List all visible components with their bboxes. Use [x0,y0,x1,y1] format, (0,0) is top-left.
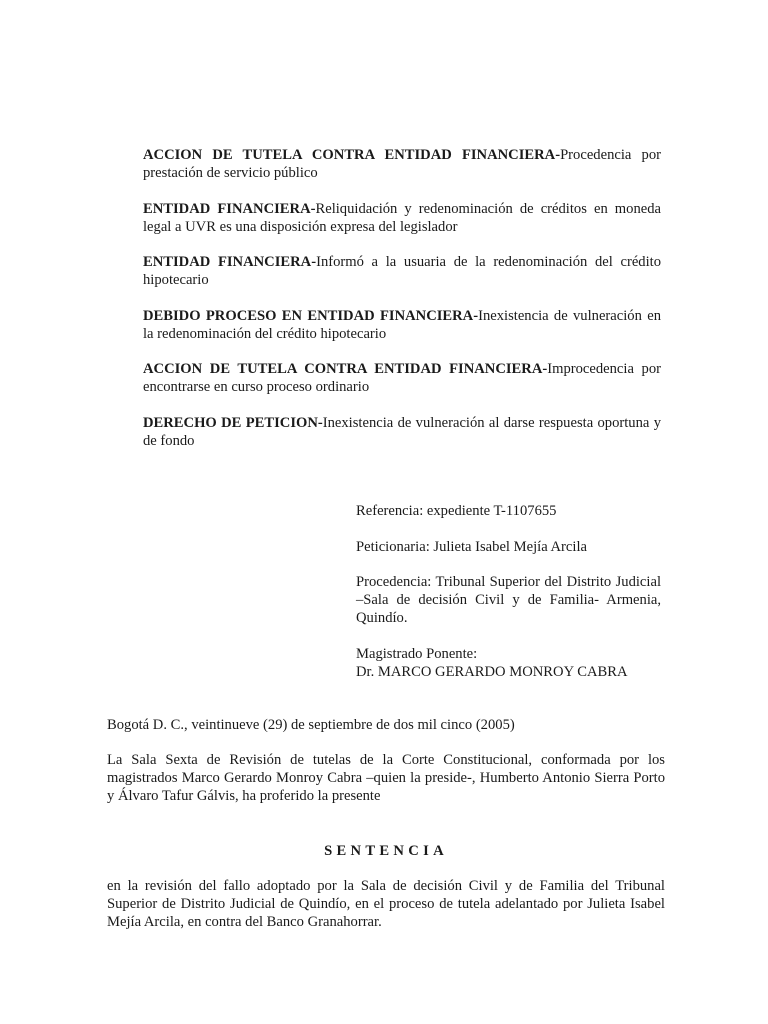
headnote-2 [143,200,661,236]
reference-peticionaria: Peticionaria: Julieta Isabel Mejía Arcila [356,538,587,555]
closing-paragraph: en la revisión del fallo adoptado por la Sala de decisión Civil y de Familia del Tribunal Superior de Distrito Judicial de Quindío, en el proceso de tutela adelantado por Julieta Isabel Mejía Arcila, en contra del Banco Granahorrar. [107,878,665,930]
intro-paragraph: La Sala Sexta de Revisión de tutelas de la Corte Constitucional, conformada por los magistrados Marco Gerardo Monroy Cabra –quien la preside-, Humberto Antonio Sierra Porto y Álvaro Tafur Gálvis, ha proferido la presente [107,752,665,804]
reference-expediente: Referencia: expediente T-1107655 [356,503,557,519]
headnote-2-heading: ENTIDAD FINANCIERA- [143,200,316,217]
headnote-6-text: Inexistencia de vulneración al darse respuesta oportuna y de fondo [143,414,661,449]
magistrado-label: Magistrado Ponente: [356,645,478,662]
case-reference-block [356,502,661,698]
reference-magistrado [356,645,661,681]
headnote-5-text: Improcedencia por encontrarse en curso proceso ordinario [143,361,661,395]
headnote-3 [143,253,661,289]
headnote-5 [143,360,661,396]
headnote-4-heading: DEBIDO PROCESO EN ENTIDAD FINANCIERA- [143,307,479,324]
headnote-2-text: Reliquidación y redenominación de créditos en moneda legal a UVR es una disposición expresa del legislador [143,200,661,235]
headnote-1 [143,146,661,182]
headnote-4 [143,307,661,343]
headnote-5-heading: ACCION DE TUTELA CONTRA ENTIDAD FINANCIERA- [143,361,548,377]
reference-procedencia: Procedencia: Tribunal Superior del Distrito Judicial –Sala de decisión Civil y de Familia- Armenia, Quindío. [356,574,661,627]
headnote-4-text: Inexistencia de vulneración en la redenominación del crédito hipotecario [143,307,661,342]
headnote-1-text: Procedencia por prestación de servicio público [143,147,661,181]
headnote-1-heading: ACCION DE TUTELA CONTRA ENTIDAD FINANCIERA- [143,147,561,163]
sentencia-title: SENTENCIA [324,843,448,859]
headnote-6-heading: DERECHO DE PETICION- [143,414,323,431]
date-line: Bogotá D. C., veintinueve (29) de septiembre de dos mil cinco (2005) [107,717,515,733]
headnote-3-heading: ENTIDAD FINANCIERA- [143,254,317,270]
magistrado-name: Dr. MARCO GERARDO MONROY CABRA [356,663,628,680]
headnotes-list [143,146,661,467]
headnote-6 [143,414,661,450]
headnote-3-text: Informó a la usuaria de la redenominación del crédito hipotecario [143,254,662,288]
